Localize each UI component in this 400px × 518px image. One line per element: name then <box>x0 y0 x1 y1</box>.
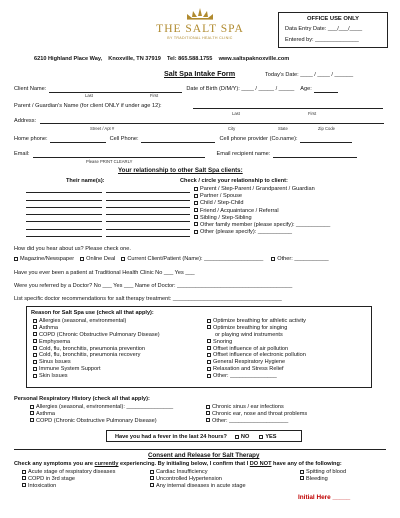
email-recipient-label: Email recipient name: <box>216 151 271 157</box>
checkbox-icon <box>207 346 211 350</box>
checkbox-icon <box>150 470 154 474</box>
checkbox-icon <box>80 257 84 261</box>
reason-option[interactable]: Snoring <box>207 339 306 346</box>
consent-option[interactable]: Bleeding <box>300 476 346 483</box>
checkbox-icon <box>207 367 211 371</box>
checkbox-icon <box>207 325 211 329</box>
print-clearly-note: Please PRINT CLEARLY <box>86 159 133 164</box>
checkbox-icon <box>259 435 263 439</box>
relationship-option[interactable]: Parent / Step-Parent / Grandparent / Guardian <box>194 186 330 193</box>
client-last-caption: Last <box>85 93 93 98</box>
reasons-box <box>26 306 372 388</box>
relationship-options <box>194 186 330 236</box>
consent-option[interactable]: Cardiac Insufficiency <box>150 469 246 476</box>
history-option[interactable]: Asthma <box>30 411 173 418</box>
checkbox-icon <box>271 257 275 261</box>
checkbox-icon <box>33 319 37 323</box>
consent-col1 <box>22 469 115 490</box>
checkbox-icon <box>194 230 198 234</box>
clinic-address: 6210 Highland Place Way, Knoxville, TN 37919 Tel: 865.588.1755 www.saltspaknoxville.com <box>34 56 290 62</box>
brand-name: THE SALT SPA <box>156 23 244 35</box>
reason-option[interactable]: Optimize breathing for singing <box>207 325 306 332</box>
checkbox-icon <box>22 470 26 474</box>
referred-question[interactable]: Were you referred by a Doctor? No ___ Yes ___ Name of Doctor: _____________________________________ <box>14 283 293 289</box>
consent-col3 <box>300 469 346 483</box>
hear-option[interactable]: Online Deal <box>80 256 115 263</box>
dob-field[interactable]: Date of Birth (D/M/Y): ____ / _____ / _____ <box>186 86 295 92</box>
checkbox-icon <box>22 483 26 487</box>
office-entry-date[interactable]: Data Entry Date: ___/___/____ <box>285 25 363 32</box>
checkbox-icon <box>30 405 34 409</box>
checkbox-icon <box>207 353 211 357</box>
checkbox-icon <box>194 215 198 219</box>
history-title: Personal Respiratory History (check all that apply): <box>14 396 150 402</box>
client-first-caption: First <box>150 93 159 98</box>
crown-logo-icon <box>152 6 248 24</box>
state-caption: State <box>278 126 288 131</box>
checkbox-icon <box>194 194 198 198</box>
history-option[interactable]: COPD (Chronic Obstructive Pulmonary Disease) <box>30 418 173 425</box>
checkbox-icon <box>206 418 210 422</box>
checkbox-icon <box>206 405 210 409</box>
reason-option[interactable]: General Respiratory Hygiene <box>207 359 306 366</box>
checkbox-icon <box>150 483 154 487</box>
consent-title: Consent and Release for Salt Therapy <box>148 452 260 459</box>
history-option[interactable]: Other: ___________________ <box>206 418 307 425</box>
hear-question: How did you hear about us? Please check one. <box>14 246 131 252</box>
cell-provider-field[interactable] <box>300 137 352 143</box>
client-name-row <box>14 86 390 93</box>
home-phone-field[interactable] <box>50 137 106 143</box>
history-option[interactable]: Chronic sinus / ear infections <box>206 404 307 411</box>
checkbox-icon <box>300 476 304 480</box>
specialist-question[interactable]: List specific doctor recommendations for salt therapy treatment: ___________________________________ <box>14 296 282 302</box>
checkbox-icon <box>194 201 198 205</box>
check-relationship-header: Check / circle your relationship to client: <box>180 178 288 184</box>
checkbox-icon <box>33 346 37 350</box>
relationship-heading: Your relationship to other Salt Spa clients: <box>118 167 243 174</box>
reasons-right-col <box>207 318 306 380</box>
reason-option[interactable]: Asthma <box>33 325 160 332</box>
consent-option[interactable]: COPD in 3rd stage <box>22 476 115 483</box>
client-name-field[interactable] <box>49 87 182 93</box>
history-option[interactable]: Allergies (seasonal, environmental): _______________ <box>30 404 173 411</box>
checkbox-icon <box>22 476 26 480</box>
phone-row <box>14 136 390 143</box>
checkbox-icon <box>121 257 125 261</box>
consent-col2 <box>150 469 246 490</box>
client-name-label: Client Name: <box>14 86 47 92</box>
checkbox-icon <box>207 374 211 378</box>
consent-divider <box>14 449 386 450</box>
relationship-option[interactable]: Child / Step-Child <box>194 200 330 207</box>
patient-question[interactable]: Have you ever been a patient at Traditional Health Clinic No ___ Yes ___ <box>14 270 195 276</box>
age-field[interactable] <box>314 87 338 93</box>
consent-option[interactable]: Uncontrolled Hypertension <box>150 476 246 483</box>
relationship-names-col1[interactable] <box>26 186 102 237</box>
initial-here-field[interactable]: Initial Here _____ <box>298 494 351 501</box>
relationship-option[interactable]: Friend / Acquaintance / Referral <box>194 208 330 215</box>
consent-option[interactable]: Spitting of blood <box>300 469 346 476</box>
office-use-box <box>278 12 388 48</box>
reason-option[interactable]: Optimize breathing for athletic activity <box>207 318 306 325</box>
checkbox-icon <box>207 319 211 323</box>
logo <box>152 6 248 46</box>
relationship-option[interactable]: Other (please specify): ___________ <box>194 229 330 236</box>
relationship-option[interactable]: Other family member (please specify): ___________ <box>194 222 330 229</box>
checkbox-icon <box>14 257 18 261</box>
hear-option[interactable]: Current Client/Patient (Name): ___________________ <box>121 256 263 263</box>
fever-box <box>106 430 302 442</box>
checkbox-icon <box>30 411 34 415</box>
checkbox-icon <box>150 476 154 480</box>
reasons-title: Reason for Salt Spa use (check all that apply): <box>31 310 154 316</box>
checkbox-icon <box>194 187 198 191</box>
consent-option[interactable]: Acute stage of respiratory diseases <box>22 469 115 476</box>
fever-no-option[interactable]: NO <box>235 434 249 441</box>
reason-option[interactable]: Skin Issues <box>33 373 160 380</box>
reason-option[interactable]: Relaxation and Stress Relief <box>207 366 306 373</box>
guardian-last-caption: Last <box>232 111 240 116</box>
reason-option[interactable]: Cold, flu, bronchitis, pneumonia prevention <box>33 346 160 353</box>
checkbox-icon <box>33 367 37 371</box>
email-field[interactable] <box>33 152 205 158</box>
city-caption: City <box>228 126 236 131</box>
checkbox-icon <box>33 325 37 329</box>
guardian-first-caption: First <box>308 111 317 116</box>
guardian-label: Parent / Guardian's Name (for client ONLY if under age 12): <box>14 103 162 109</box>
checkbox-icon <box>300 470 304 474</box>
cell-provider-label: Cell phone provider (Co.name): <box>219 136 298 142</box>
checkbox-icon <box>194 208 198 212</box>
reasons-left-col <box>33 318 160 380</box>
address-label: Address: <box>14 118 37 124</box>
their-names-header: Their name(s): <box>66 178 105 184</box>
todays-date[interactable]: Today's Date: ____ / ____ / ______ <box>265 72 354 78</box>
relationship-names-col2[interactable] <box>106 186 190 237</box>
reason-option[interactable]: COPD (Chronic Obstructive Pulmonary Disease) <box>33 332 160 339</box>
email-label: Email: <box>14 151 30 157</box>
reason-option-continued: or playing wind instruments <box>215 331 283 338</box>
checkbox-icon <box>33 374 37 378</box>
reason-option[interactable]: Emphysema <box>33 339 160 346</box>
zip-caption: Zip Code <box>318 126 335 131</box>
checkbox-icon <box>194 222 198 226</box>
checkbox-icon <box>33 353 37 357</box>
consent-option[interactable]: Intoxication <box>22 483 115 490</box>
guardian-field[interactable] <box>193 103 383 109</box>
checkbox-icon <box>33 339 37 343</box>
cell-phone-label: Cell Phone: <box>109 136 139 142</box>
age-label: Age: <box>300 86 312 92</box>
checkbox-icon <box>33 332 37 336</box>
checkbox-icon <box>207 360 211 364</box>
reason-option[interactable]: Immune System Support <box>33 366 160 373</box>
office-entered-by[interactable]: Entered by: ______________ <box>285 36 359 43</box>
reason-option[interactable]: Sinus Issues <box>33 359 160 366</box>
consent-option[interactable]: Any internal diseases in acute stage <box>150 483 246 490</box>
guardian-row <box>14 103 162 110</box>
email-row <box>14 151 390 158</box>
reason-option[interactable]: Other: _______________ <box>207 373 306 380</box>
address-field[interactable] <box>40 118 384 124</box>
checkbox-icon <box>235 435 239 439</box>
email-recipient-field[interactable] <box>273 152 357 158</box>
checkbox-icon <box>207 339 211 343</box>
hear-option[interactable]: Magazine/Newspaper <box>14 256 74 263</box>
brand-subtitle: BY TRADITIONAL HEALTH CLINIC <box>167 36 233 40</box>
reason-option[interactable]: Allergies (seasonal, environmental) <box>33 318 160 325</box>
home-phone-label: Home phone: <box>14 136 48 142</box>
hear-options <box>14 256 329 263</box>
form-title: Salt Spa Intake Form <box>164 69 236 78</box>
history-left-col <box>30 404 173 425</box>
cell-phone-field[interactable] <box>141 137 215 143</box>
consent-intro: Check any symptoms you are currently experiencing. By initialing below, I confirm that I DO NOT have any of the following: <box>14 461 342 467</box>
reason-option[interactable]: Offset influence of air pollution <box>207 346 306 353</box>
fever-yes-option[interactable]: YES <box>259 434 276 441</box>
checkbox-icon <box>33 360 37 364</box>
reason-option[interactable]: Cold, flu, bronchitis, pneumonia recovery <box>33 352 160 359</box>
relationship-option[interactable]: Sibling / Step-Sibling <box>194 215 330 222</box>
history-right-col <box>206 404 307 425</box>
office-use-title: OFFICE USE ONLY <box>307 16 359 22</box>
checkbox-icon <box>206 411 210 415</box>
hear-option[interactable]: Other: ___________ <box>271 256 328 263</box>
history-option[interactable]: Chronic ear, nose and throat problems <box>206 411 307 418</box>
relationship-option[interactable]: Partner / Spouse <box>194 193 330 200</box>
reason-option[interactable]: Offset influence of electronic pollution <box>207 352 306 359</box>
fever-question: Have you had a fever in the last 24 hours? <box>115 434 227 440</box>
street-caption: Street / Apt # <box>90 126 115 131</box>
checkbox-icon <box>30 418 34 422</box>
